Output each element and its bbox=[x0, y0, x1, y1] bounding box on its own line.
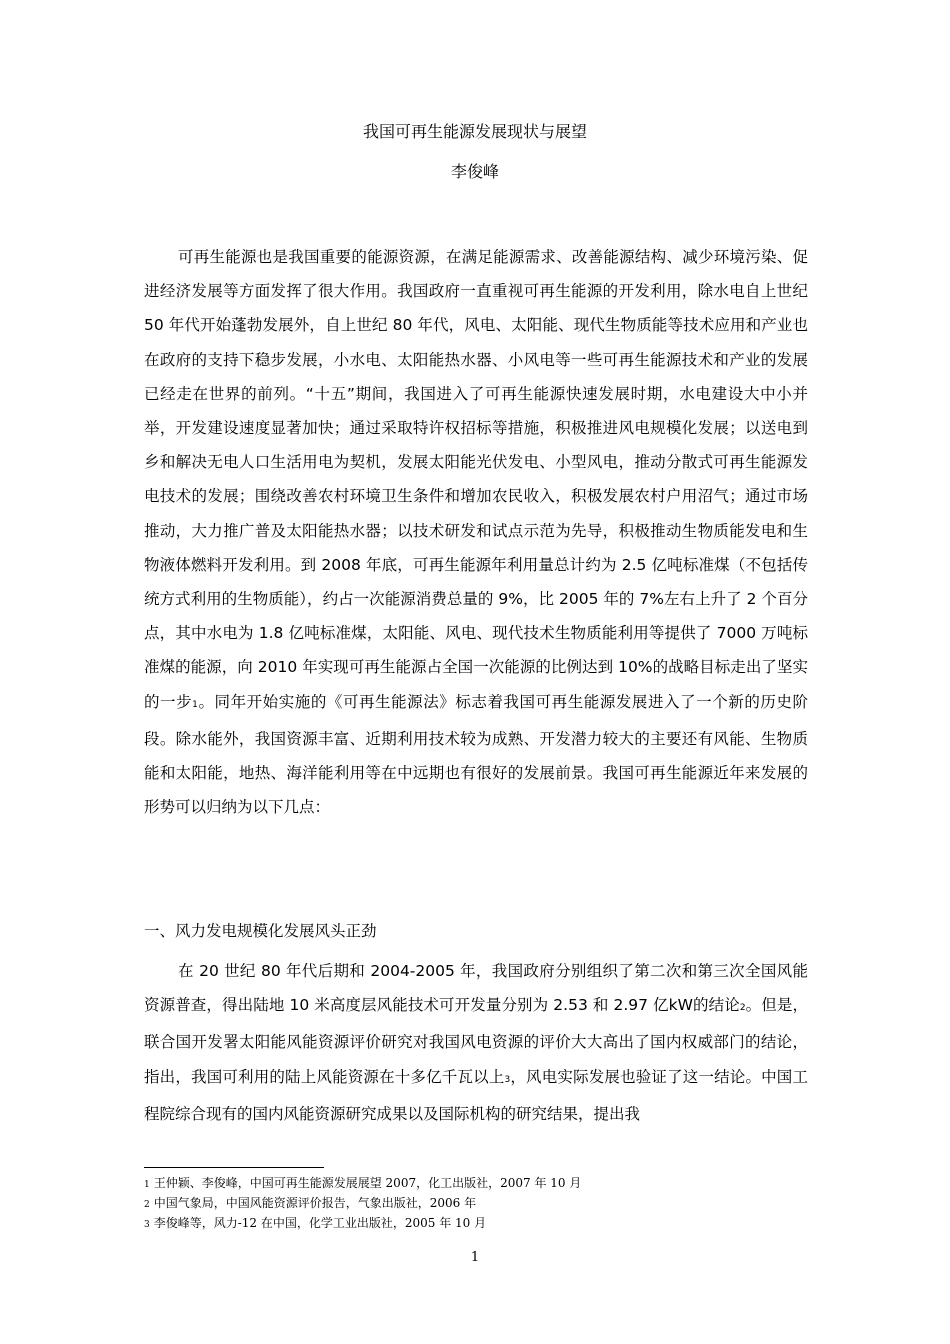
document-title: 我国可再生能源发展现状与展望 bbox=[362, 122, 587, 141]
paragraph-text: 在 20 世纪 80 年代后期和 2004-2005 年，我国政府分别组织了第二次和第三次全国风能资源普查，得出陆地 10 米高度层风能技术可开发量分别为 2.53 和 2.97 亿kW的结论 bbox=[144, 962, 808, 1015]
footnote-marker: 1 bbox=[144, 1180, 150, 1190]
paragraph-text: 。但是，联合国开发署太阳能风能资源评价研究对我国风电资源的评价大大高出了国内权威部门的结论，指出，我国可利用的陆上风能资源在十多亿千瓦以上 bbox=[144, 996, 808, 1086]
document-author: 李俊峰 bbox=[450, 162, 499, 181]
footnote-marker: 2 bbox=[144, 1200, 150, 1210]
footnote-item bbox=[144, 1194, 808, 1214]
footnote-divider bbox=[144, 1167, 324, 1168]
footnote-text: 李俊峰等，风力-12 在中国，化学工业出版社，2005 年 10 月 bbox=[153, 1216, 487, 1230]
section-heading: 一、风力发电规模化发展风头正劲 bbox=[144, 922, 377, 940]
footnote-ref-2: 2 bbox=[739, 1003, 746, 1014]
footnote-marker: 3 bbox=[144, 1220, 150, 1230]
footnote-text: 王仲颖、李俊峰，中国可再生能源发展展望 2007，化工出版社，2007 年 10 月 bbox=[153, 1176, 582, 1190]
footnote-text: 中国气象局，中国风能资源评价报告，气象出版社，2006 年 bbox=[153, 1196, 477, 1210]
wind-paragraph bbox=[144, 954, 808, 1131]
intro-paragraph bbox=[144, 240, 808, 824]
paragraph-text: ，风电实际发展也验证了这一结论。中国工程院综合现有的国内风能资源研究成果以及国际机构的研究结果，提出我 bbox=[144, 1067, 808, 1123]
paragraph-text: 。同年开始实施的《可再生能源法》标志着我国可再生能源发展进入了一个新的历史阶段。除水能外，我国资源丰富、近期利用技术较为成熟、开发潜力较大的主要还有风能、生物质能和太阳能，地热、海洋能利用等在中远期也有很好的发展前景。我国可再生能源近年来发展的形势可以归纳为以下几点： bbox=[144, 692, 808, 817]
footnotes bbox=[144, 1174, 808, 1234]
footnote-item bbox=[144, 1174, 808, 1194]
footnote-item bbox=[144, 1214, 808, 1234]
footnote-ref-1: 1 bbox=[192, 699, 198, 710]
footnote-ref-3: 3 bbox=[504, 1074, 511, 1085]
paragraph-text: 可再生能源也是我国重要的能源资源，在满足能源需求、改善能源结构、减少环境污染、促进经济发展等方面发挥了很大作用。我国政府一直重视可再生能源的开发利用，除水电自上世纪 50 年代开始蓬勃发展外，自上世纪 80 年代，风电、太阳能、现代生物质能等技术应用和产业也在政府的支持下稳步发展，小水电、太阳能热水器、小风电等一些可再生能源技术和产业的发展已经走在世界的前列。“十五”期间，我国进入了可再生能源快速发展时期，水电建设大中小并举，开发建设速度显著加快；通过采取特许权招标等措施，积极推进风电规模化发展；以送电到乡和解决无电人口生活用电为契机，发展太阳能光伏发电、小型风电，推动分散式可再生能源发电技术的发展；围绕改善农村环境卫生条件和增加农民收入，积极发展农村户用沼气；通过市场推动，大力推广普及太阳能热水器；以技术研发和试点示范为先导，积极推动生物质能发电和生物液体燃料开发利用。到 2008 年底，可再生能源年利用量总计约为 2.5 亿吨标准煤（不包括传统方式利用的生物质能），约占一次能源消费总量的 9%，比 2005 年的 7%左右上升了 2 个百分点，其中水电为 1.8 亿吨标准煤，太阳能、风电、现代技术生物质能利用等提供了 7000 万吨标准煤的能源，向 2010 年实现可再生能源占全国一次能源的比例达到 10%的战略目标走出了坚实的一步 bbox=[144, 248, 808, 711]
page-number: 1 bbox=[470, 1250, 480, 1265]
